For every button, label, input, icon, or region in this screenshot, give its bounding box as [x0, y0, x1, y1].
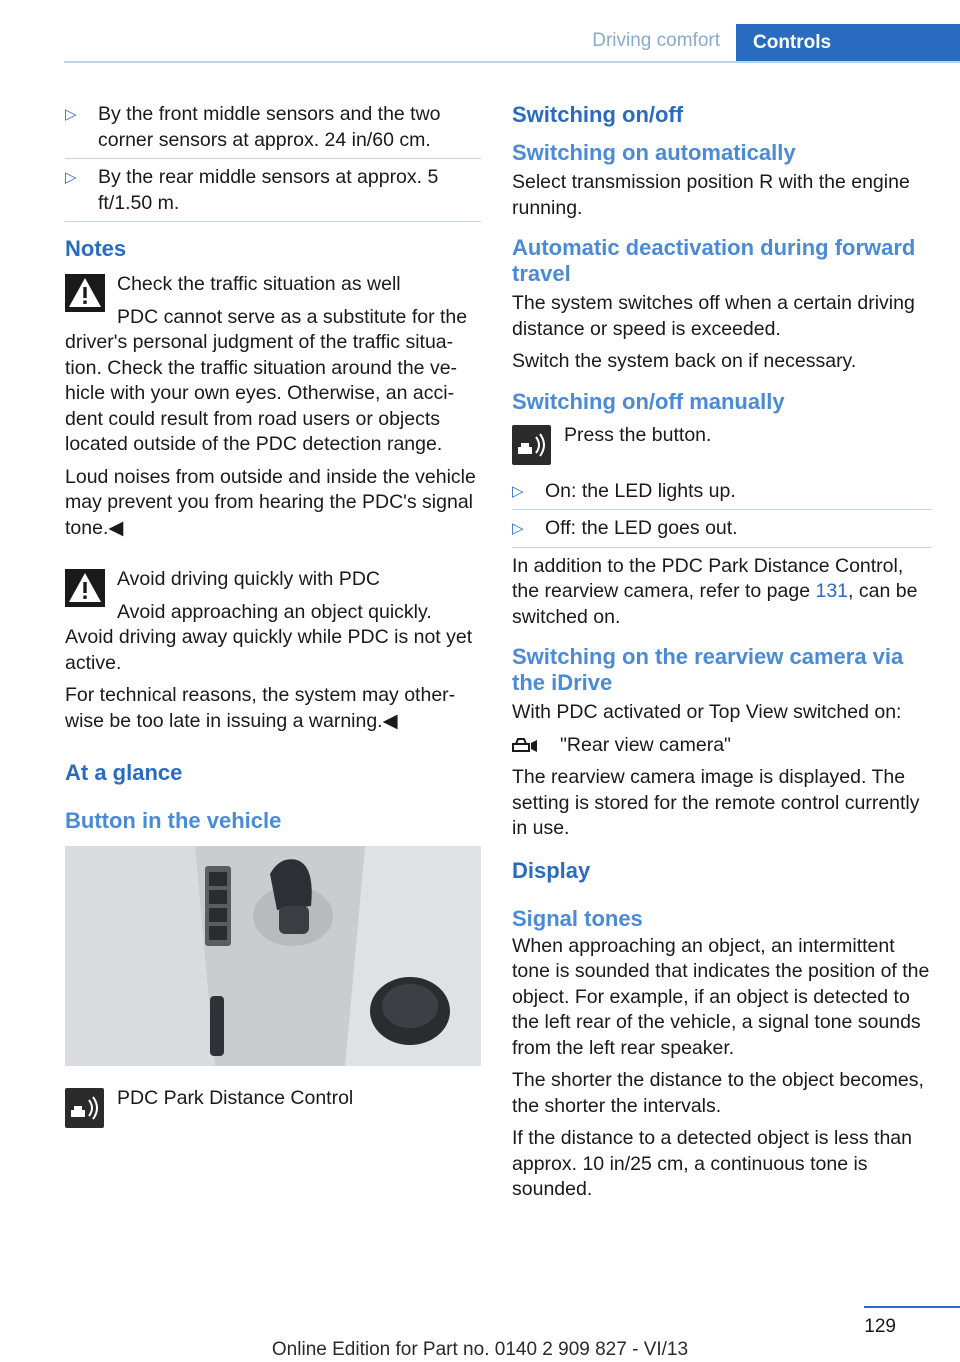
- camera-text-post: , can be switched on.: [512, 580, 918, 628]
- pdc-button-label: PDC Park Distance Control: [117, 1087, 354, 1109]
- list-item: [512, 479, 932, 505]
- at-a-glance-heading: At a glance: [65, 760, 183, 785]
- pdc-button-icon: [65, 1088, 104, 1128]
- right-column: [512, 102, 932, 1210]
- warning-driving-quickly: [65, 567, 481, 625]
- car-camera-icon: [512, 736, 538, 764]
- warning-body: driver's personal judgment of the traffic situation. Check the traffic situation around the vehicle with your own eyes. Otherwise, an accident could result from road users or objects located outside of the PDC detection range.: [65, 331, 458, 455]
- list-item: [512, 516, 932, 542]
- page-number: 129: [864, 1316, 896, 1337]
- camera-displayed-text: The rearview camera image is displayed. The setting is stored for the remote control currently in use.: [512, 766, 920, 839]
- list-item: [65, 165, 481, 216]
- deactivation-text-2: Switch the system back on if necessary.: [512, 350, 857, 372]
- warning-triangle-icon: [65, 569, 105, 607]
- signal-text-1: When approaching an object, an intermittent tone is sounded that indicates the position of the object. For example, if an object is detected to the left rear of the vehicle, a signal tone sounds from the left rear speaker.: [512, 934, 930, 1059]
- bullet-triangle-icon: ▷: [512, 520, 524, 537]
- list-item-text: By the front middle sensors and the two corner sensors at approx. 24 in/60 cm.: [98, 103, 441, 151]
- bullet-triangle-icon: ▷: [65, 169, 77, 186]
- menu-item-line: [512, 733, 932, 759]
- warning-triangle-icon: [65, 274, 105, 312]
- deactivation-text: The system switches off when a certain driving distance or speed is exceeded.: [512, 292, 915, 340]
- warning-body: Avoid driving away quickly while PDC is not yet active.: [65, 626, 473, 674]
- list-item-text: By the rear middle sensors at approx. 5 ft/1.50 m.: [98, 166, 439, 214]
- warning-lead: PDC cannot serve as a substitute for the: [117, 305, 468, 328]
- list-item: [65, 102, 481, 153]
- running-header-section: Driving comfort: [592, 30, 720, 51]
- warning-title: Avoid driving quickly with PDC: [117, 568, 380, 590]
- header-divider: [64, 61, 960, 63]
- switching-on-off-heading: Switching on/off: [512, 102, 684, 127]
- warning-paragraph: For technical reasons, the system may otherwise be too late in issuing a warning.◀: [65, 684, 456, 732]
- page-131-link[interactable]: 131: [815, 580, 849, 602]
- running-header-chapter: Controls: [736, 24, 960, 63]
- bullet-triangle-icon: ▷: [65, 106, 77, 123]
- automatic-deactivation-heading: Automatic deactivation during forward travel: [512, 235, 916, 286]
- sensor-range-list: [65, 102, 481, 216]
- camera-text-pre: In addition to the PDC Park Distance Control, the rearview camera, refer to page: [512, 554, 904, 602]
- press-button-text: Press the button.: [564, 423, 712, 446]
- signal-text-3: If the distance to a detected object is less than approx. 10 in/25 cm, a continuous tone is sounded.: [512, 1127, 912, 1200]
- rearview-camera-paragraph: [512, 554, 932, 631]
- pdc-button-icon: [512, 425, 551, 465]
- warning-traffic-situation: [65, 272, 481, 330]
- button-in-vehicle-heading: Button in the vehicle: [65, 808, 282, 833]
- center-console-photo: [65, 846, 481, 1066]
- signal-text-2: The shorter the distance to the object becomes, the shorter the intervals.: [512, 1069, 924, 1117]
- display-heading: Display: [512, 857, 591, 883]
- switching-on-automatically-heading: Switching on automatically: [512, 140, 796, 165]
- signal-tones-heading: Signal tones: [512, 905, 643, 931]
- warning-title: Check the traffic situation as well: [117, 273, 401, 295]
- notes-heading: Notes: [65, 236, 127, 261]
- press-button-instruction: [512, 423, 932, 467]
- edition-footer: Online Edition for Part no. 0140 2 909 827 - VI/13: [271, 1339, 689, 1360]
- footer-divider: [864, 1306, 960, 1308]
- auto-text: Select transmission position R with the engine running.: [512, 171, 910, 219]
- rear-view-camera-menu-item: "Rear view camera": [560, 733, 731, 756]
- left-column: [65, 102, 481, 1126]
- switching-manually-heading: Switching on/off manually: [512, 388, 785, 414]
- led-status-list: [512, 479, 932, 542]
- pdc-button-legend: [65, 1086, 481, 1126]
- bullet-triangle-icon: ▷: [512, 482, 524, 500]
- warning-lead: Avoid approaching an object quickly.: [117, 600, 432, 623]
- idrive-camera-heading: Switching on the rearview camera via the iDrive: [512, 644, 904, 695]
- warning-paragraph: Loud noises from outside and inside the vehicle may prevent you from hearing the PDC's signal tone.◀: [65, 465, 476, 539]
- list-item-text: On: the LED lights up.: [545, 479, 736, 502]
- idrive-text: With PDC activated or Top View switched on:: [512, 701, 902, 723]
- list-item-text: Off: the LED goes out.: [545, 517, 738, 539]
